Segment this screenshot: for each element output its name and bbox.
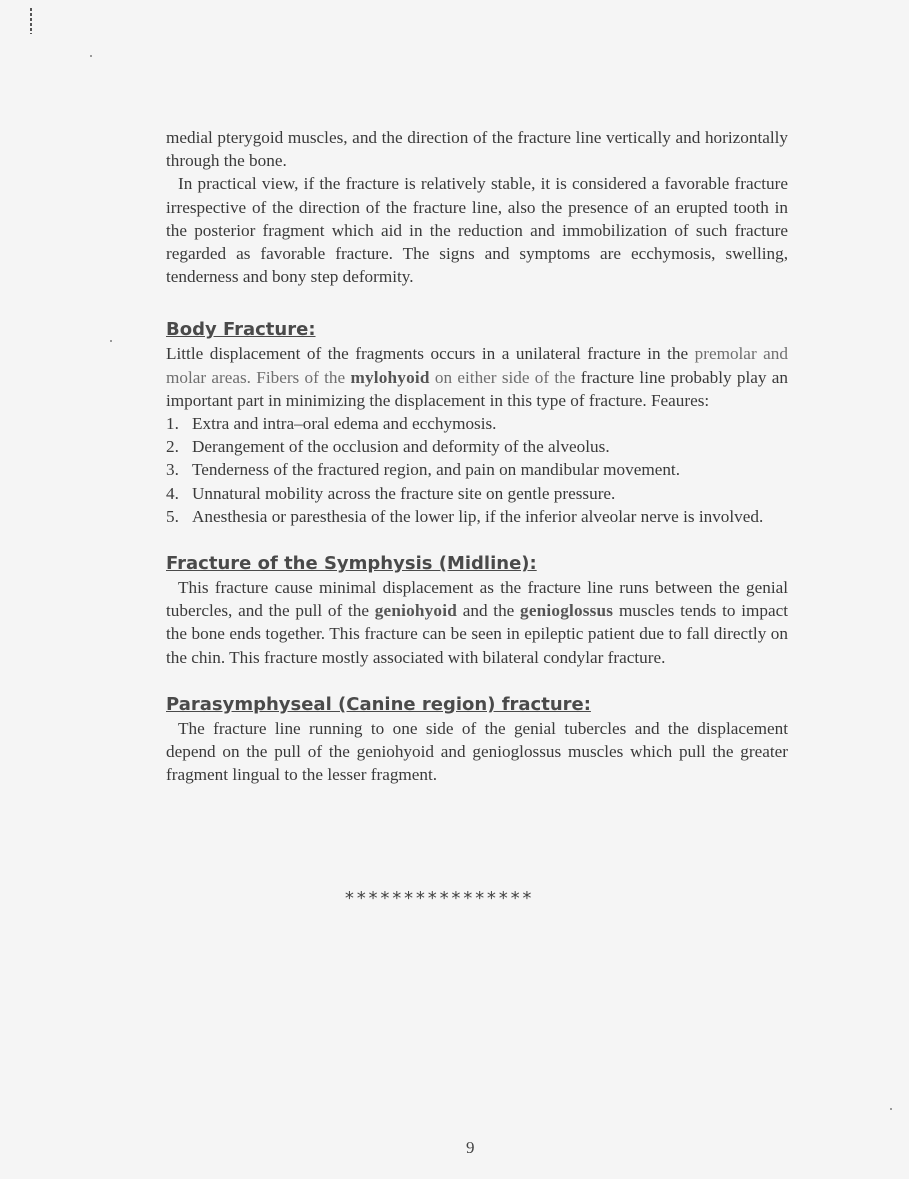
- list-item-text: Extra and intra–oral edema and ecchymosis.: [192, 414, 497, 434]
- list-item-text: Anesthesia or paresthesia of the lower lip, if the inferior alveolar nerve is involved.: [192, 506, 764, 526]
- body-fracture-heading: Body Fracture:: [166, 319, 316, 341]
- features-list: [166, 412, 788, 528]
- text-run: and the: [456, 601, 521, 621]
- list-number: 3.: [166, 460, 179, 480]
- body-fracture-paragraph: [166, 342, 788, 412]
- parasymphyseal-heading: Parasymphyseal (Canine region) fracture:: [166, 693, 591, 715]
- term-geniohyoid: geniohyoid: [374, 601, 457, 621]
- parasymphyseal-paragraph: The fracture line running to one side of the genial tubercles and the displacement depend on the pull of the geniohyoid and genioglossus muscles which pull the greater fragment lingual to the lesser fragment.: [166, 718, 788, 785]
- list-number: 2.: [166, 437, 179, 457]
- page-number: 9: [466, 1138, 475, 1157]
- text-run: on either side of the: [429, 367, 576, 387]
- list-number: 1.: [166, 414, 179, 434]
- list-item-text: Unnatural mobility across the fracture site on gentle pressure.: [192, 483, 616, 503]
- scan-speck: [110, 340, 112, 342]
- scan-speck: [890, 1108, 892, 1110]
- list-item: [166, 482, 788, 505]
- text-run: premolar and molar areas. Fibers of the: [166, 344, 788, 387]
- section-divider: ****************: [344, 888, 534, 909]
- intro-paragraph-2: In practical view, if the fracture is relatively stable, it is considered a favorable fracture irrespective of the direction of the fracture line, also the presence of an erupted tooth in the posterior fragment which aid in the reduction and immobilization of such fracture regarded as favorable fracture. The signs and symptoms are ecchymosis, swelling, tenderness and bony step deformity.: [166, 174, 788, 287]
- scan-mark: [30, 8, 32, 34]
- scan-speck: [90, 55, 92, 57]
- term-genioglossus: genioglossus: [520, 601, 614, 621]
- text-run: Little displacement of the fragments occurs in a unilateral fracture in the: [166, 344, 695, 364]
- text-run: This fracture cause minimal displacement as the fracture line runs between the genial tubercles, and the pull of the: [166, 578, 788, 621]
- text-run: fracture line probably play an important part in minimizing the displacement in this type of fracture. Feaures:: [166, 367, 788, 410]
- list-item: [166, 412, 788, 435]
- list-number: 4.: [166, 483, 179, 503]
- list-item: [166, 435, 788, 458]
- symphysis-heading: Fracture of the Symphysis (Midline):: [166, 553, 537, 575]
- symphysis-paragraph: [166, 576, 788, 669]
- text-run: muscles tends to impact the bone ends together. This fracture can be seen in epileptic patient due to fall directly on the chin. This fracture mostly associated with bilateral condylar fracture.: [166, 601, 788, 667]
- list-item: [166, 505, 788, 528]
- list-item-text: Tenderness of the fractured region, and pain on mandibular movement.: [192, 460, 680, 480]
- list-number: 5.: [166, 506, 179, 526]
- document-body: [166, 126, 788, 786]
- intro-paragraph-1: medial pterygoid muscles, and the direction of the fracture line vertically and horizontally through the bone.: [166, 128, 788, 171]
- term-mylohyoid: mylohyoid: [350, 367, 430, 387]
- list-item-text: Derangement of the occlusion and deformity of the alveolus.: [192, 437, 610, 457]
- list-item: [166, 458, 788, 481]
